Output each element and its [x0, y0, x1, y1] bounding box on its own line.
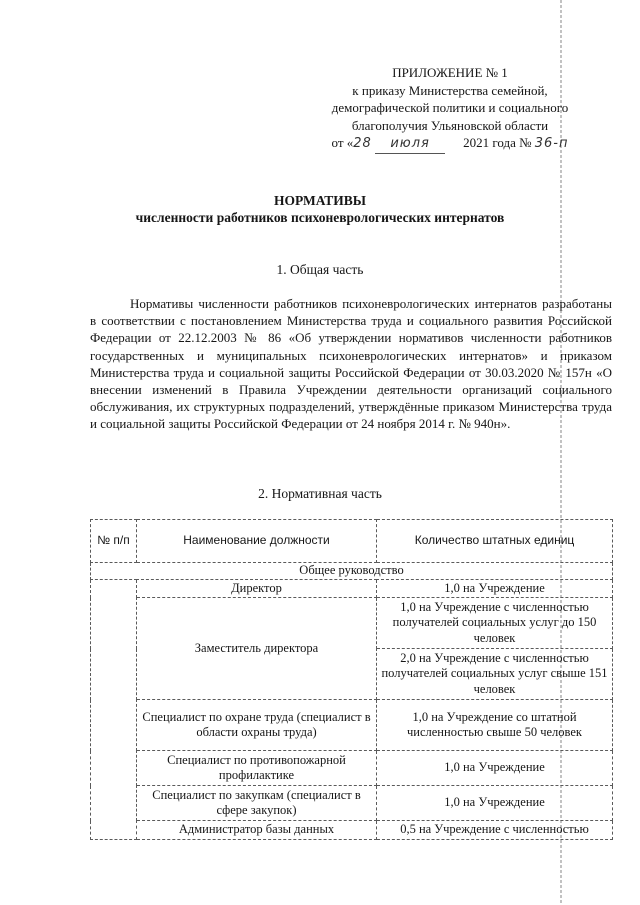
header-position: Наименование должности [137, 520, 377, 563]
count-cell: 0,5 на Учреждение с численностью [377, 821, 613, 840]
count-cell: 1,0 на Учреждение с численностью получателей социальных услуг до 150 человек [377, 598, 613, 649]
normative-table [90, 519, 613, 840]
appendix-date-line [300, 134, 600, 154]
position-cell: Администратор базы данных [137, 821, 377, 840]
count-cell: 1,0 на Учреждение со штатной численностью свыше 50 человек [377, 700, 613, 751]
order-number-handwritten: 36-п [534, 136, 569, 151]
position-cell: Специалист по закупкам (специалист в сфере закупок) [137, 786, 377, 821]
date-year: 2021 года № [463, 135, 532, 150]
table-row [91, 579, 613, 598]
table-header-row [91, 520, 613, 563]
document-title: НОРМАТИВЫ [273, 193, 367, 208]
appendix-line: благополучия Ульяновской области [351, 117, 549, 133]
date-day-handwritten: 28 [353, 136, 372, 151]
table-row [91, 598, 613, 649]
count-cell: 1,0 на Учреждение [377, 751, 613, 786]
header-number: № п/п [91, 520, 137, 563]
table-row [91, 821, 613, 840]
table-group-row [91, 563, 613, 580]
document-subtitle: численности работников психоневрологических интернатов [135, 210, 505, 225]
date-prefix: от « [331, 135, 354, 150]
count-cell: 2,0 на Учреждение с численностью получателей социальных услуг свыше 151 человек [377, 649, 613, 700]
date-month-handwritten: июля [375, 135, 445, 154]
position-cell: Заместитель директора [137, 598, 377, 700]
number-cell [91, 579, 137, 839]
group-general-management: Общее руководство [91, 563, 613, 580]
count-cell: 1,0 на Учреждение [377, 786, 613, 821]
position-cell: Специалист по охране труда (специалист в области охраны труда) [137, 700, 377, 751]
section-1-text: Нормативы численности работников психоневрологических интернатов разработаны в соответствии с постановлением Министерства труда и социального развития Российской Федерации от 22.12.2003 № 86 «Об утверждении нормативов численности работников государственных и муниципальных психоневрологических интернатов» и приказом Министерства труда и социальной защиты Российской Федерации от 30.03.2020 № 157н «О внесении изменений в Правила Учреждении деятельности организаций социального обслуживания, их структурных подразделений, утверждённые приказом Министерства труда и социальной защиты Российской Федерации от 24 ноября 2014 г. № 940н». [90, 296, 612, 432]
count-cell: 1,0 на Учреждение [377, 579, 613, 598]
section-1-heading: 1. Общая часть [276, 262, 364, 277]
position-cell: Специалист по противопожарной профилактике [137, 751, 377, 786]
appendix-header [300, 64, 600, 154]
table-row [91, 700, 613, 751]
table-row [91, 786, 613, 821]
table-row [91, 751, 613, 786]
appendix-line: к приказу Министерства семейной, [352, 82, 548, 98]
header-count: Количество штатных единиц [377, 520, 613, 563]
section-2-heading: 2. Нормативная часть [258, 486, 382, 501]
appendix-title: ПРИЛОЖЕНИЕ № 1 [392, 65, 508, 80]
appendix-line: демографической политики и социального [331, 100, 569, 115]
position-cell: Директор [137, 579, 377, 598]
